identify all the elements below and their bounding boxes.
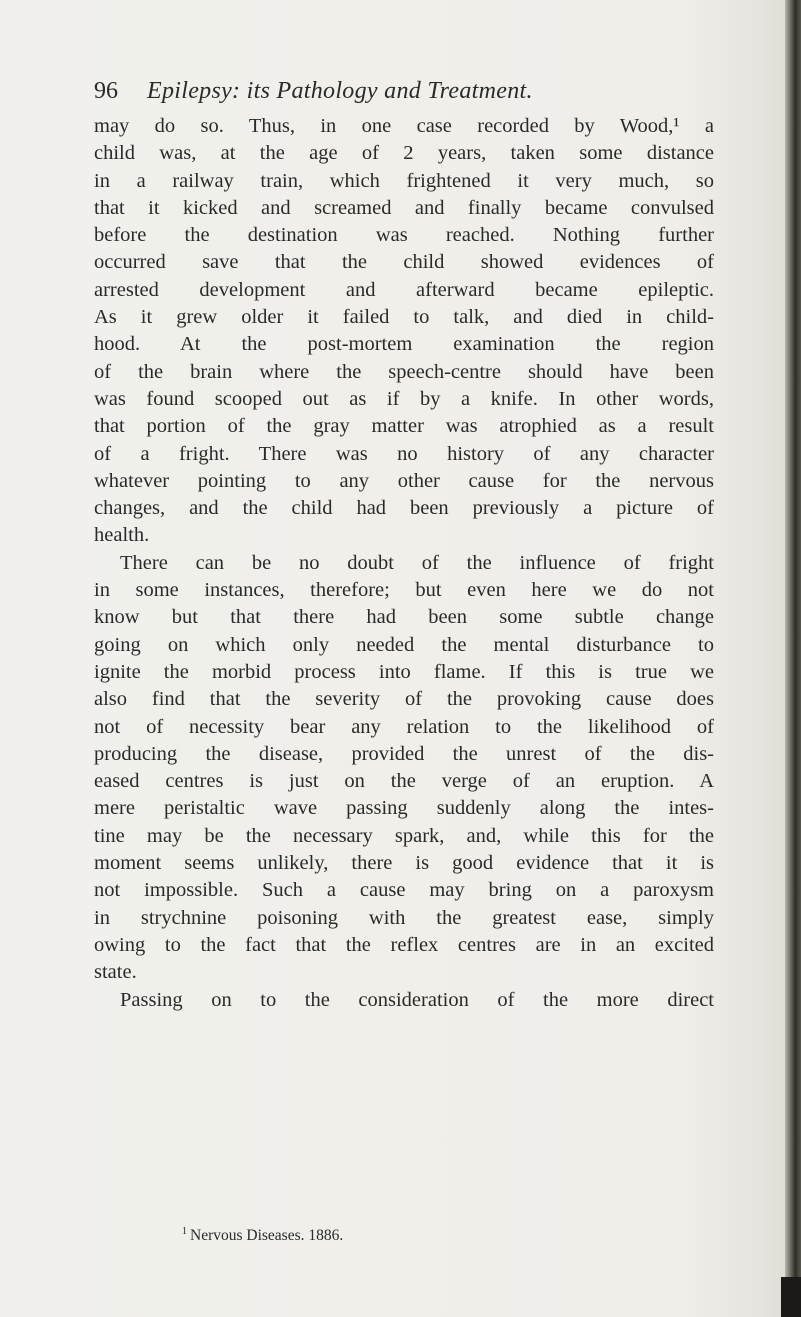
page-header: [94, 78, 734, 112]
text-line: also find that the severity of the provoking cause does: [94, 688, 714, 711]
text-line: that it kicked and screamed and finally became convulsed: [94, 196, 714, 219]
text-line: eased centres is just on the verge of an eruption. A: [94, 770, 714, 793]
text-line: ignite the morbid process into flame. If this is true we: [94, 660, 714, 683]
text-line: know but that there had been some subtle change: [94, 606, 714, 629]
text-line: that portion of the gray matter was atrophied as a result: [94, 415, 714, 438]
text-line: not of necessity bear any relation to the likelihood of: [94, 715, 714, 738]
text-line: mere peristaltic wave passing suddenly along the intes-: [94, 797, 714, 820]
page-edge-corner: [781, 1277, 801, 1317]
text-line: may do so. Thus, in one case recorded by Wood,¹ a: [94, 115, 714, 137]
text-line: whatever pointing to any other cause for the nervous: [94, 469, 714, 492]
footnote: [182, 1226, 343, 1245]
text-line: tine may be the necessary spark, and, while this for the: [94, 824, 714, 847]
text-line: child was, at the age of 2 years, taken some distance: [94, 142, 714, 165]
text-line: There can be no doubt of the influence of fright: [120, 551, 714, 574]
text-line: was found scooped out as if by a knife. In other words,: [94, 387, 714, 410]
text-line: state.: [94, 961, 137, 984]
text-line: in strychnine poisoning with the greatest ease, simply: [94, 906, 714, 929]
body-text: [94, 113, 714, 1014]
text-line: occurred save that the child showed evidences of: [94, 251, 714, 274]
text-line: in some instances, therefore; but even here we do not: [94, 579, 714, 602]
text-line: changes, and the child had been previously a picture of: [94, 497, 714, 520]
text-line: of the brain where the speech-centre should have been: [94, 360, 714, 383]
text-line: producing the disease, provided the unrest of the dis-: [94, 742, 714, 765]
text-line: health.: [94, 524, 150, 547]
footnote-text: Nervous Diseases. 1886.: [190, 1227, 344, 1244]
text-line: before the destination was reached. Nothing further: [94, 224, 714, 247]
text-line: not impossible. Such a cause may bring on a paroxysm: [94, 879, 714, 902]
text-line: moment seems unlikely, there is good evidence that it is: [94, 852, 714, 875]
page-number: 96: [94, 78, 118, 104]
page-edge-shadow: [785, 0, 801, 1317]
text-line: of a fright. There was no history of any character: [94, 442, 714, 465]
text-line: Passing on to the consideration of the more direct: [120, 988, 714, 1011]
text-line: arrested development and afterward became epileptic.: [94, 278, 714, 301]
text-line: owing to the fact that the reflex centres are in an excited: [94, 933, 714, 956]
text-line: in a railway train, which frightened it very much, so: [94, 169, 714, 192]
running-title: Epilepsy: its Pathology and Treatment.: [147, 78, 533, 104]
text-line: hood. At the post-mortem examination the region: [94, 333, 714, 356]
footnote-marker: 1: [182, 1226, 187, 1237]
text-line: As it grew older it failed to talk, and died in child-: [94, 306, 714, 329]
text-line: going on which only needed the mental disturbance to: [94, 633, 714, 656]
